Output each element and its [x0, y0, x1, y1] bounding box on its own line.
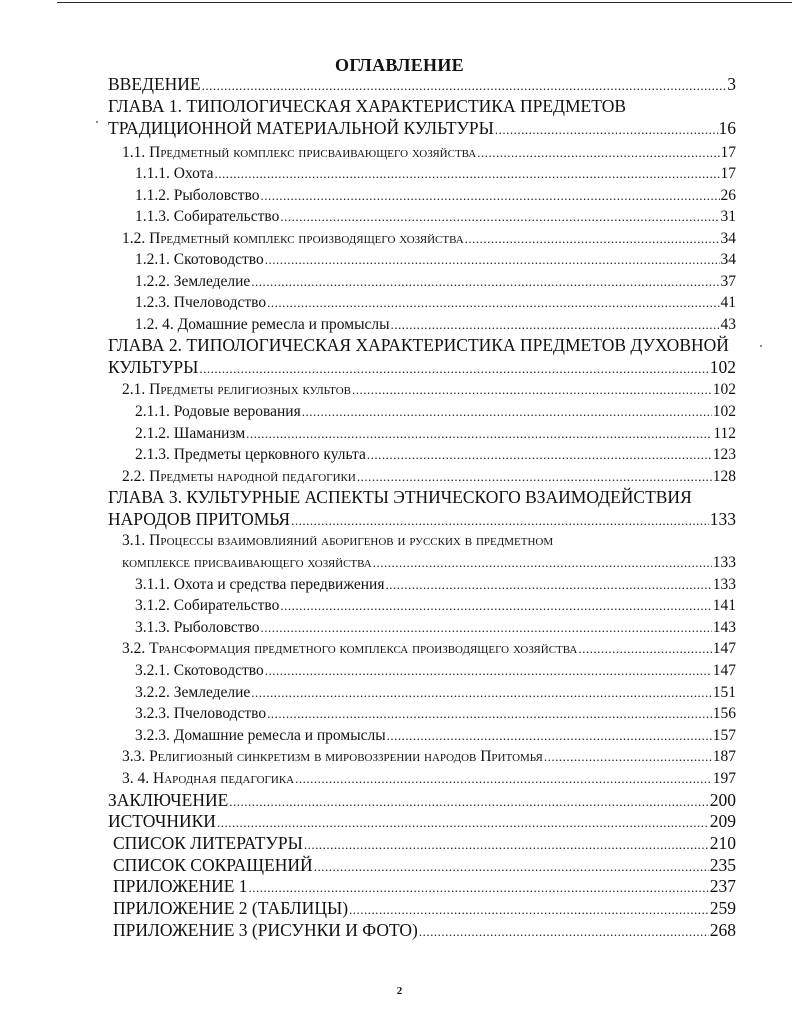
toc-page-number: 41	[720, 294, 736, 311]
toc-page-number: 43	[720, 316, 736, 333]
toc-entry-abbreviations[interactable]	[113, 855, 736, 877]
dot-leader	[495, 118, 718, 140]
dot-leader	[249, 876, 709, 898]
toc-entry-title: 1.2. Предметный комплекс производящего хозяйства	[122, 230, 464, 247]
toc-section-2-2[interactable]	[122, 466, 736, 487]
dot-leader	[304, 833, 709, 855]
dot-leader	[246, 423, 712, 444]
toc-subsection-1-2-4[interactable]	[135, 314, 736, 335]
toc-entry-title: 3.1.1. Охота и средства передвижения	[135, 576, 385, 593]
toc-section-1-1[interactable]	[122, 142, 736, 163]
toc-entry-appendix-3[interactable]	[113, 920, 736, 942]
toc-page-number: 3	[727, 74, 736, 94]
dot-leader	[267, 292, 719, 313]
toc-subsection-1-1-2[interactable]	[135, 185, 736, 206]
toc-entry-title: 2.1.3. Предметы церковного культа	[135, 446, 366, 463]
toc-subsection-3-1-1[interactable]	[135, 574, 736, 595]
toc-page-number: 200	[709, 790, 736, 810]
toc-entry-title: ПРИЛОЖЕНИЕ 2 (ТАБЛИЦЫ)	[113, 898, 349, 918]
toc-entry-title: 1.2.3. Пчеловодство	[135, 294, 267, 311]
toc-page-number: 147	[712, 662, 736, 679]
dot-leader	[265, 249, 720, 270]
toc-chapter-2-line-1[interactable]	[108, 335, 729, 356]
toc-section-3-1-line-1[interactable]	[122, 530, 553, 551]
toc-entry-title: 3.1.3. Рыболовство	[135, 619, 260, 636]
toc-page-number: 235	[709, 855, 736, 875]
toc-entry-title: 3.2.3. Домашние ремесла и промыслы	[135, 727, 386, 744]
toc-page-number: 133	[709, 509, 736, 529]
toc-page-number: 141	[712, 597, 736, 614]
dot-leader	[202, 74, 727, 96]
dot-leader	[391, 314, 720, 335]
toc-entry-introduction[interactable]	[108, 74, 736, 96]
dot-leader	[280, 206, 719, 227]
toc-page-number: 102	[712, 403, 736, 420]
toc-entry-appendix-1[interactable]	[113, 876, 736, 898]
toc-entry-title: 1.1.1. Охота	[135, 165, 214, 182]
toc-chapter-1-line-2[interactable]	[108, 118, 736, 140]
toc-section-1-2[interactable]	[122, 228, 736, 249]
toc-entry-title: 2.1. Предметы религиозных культов	[122, 381, 352, 398]
dot-leader	[385, 574, 711, 595]
toc-subsection-1-1-3[interactable]	[135, 206, 736, 227]
toc-chapter-3-line-1[interactable]	[108, 487, 692, 508]
dot-leader	[217, 811, 709, 833]
toc-subsection-2-1-3[interactable]	[135, 444, 736, 465]
toc-subsection-1-2-3[interactable]	[135, 292, 736, 313]
toc-page-number: 34	[720, 230, 736, 247]
toc-entry-title: комплексе присваивающего хозяйства	[122, 554, 372, 571]
toc-page-number: 187	[712, 748, 736, 765]
toc-entry-title: 1.2. 4. Домашние ремесла и промыслы	[135, 316, 390, 333]
toc-page-number: 17	[720, 144, 736, 161]
toc-section-3-4[interactable]	[122, 768, 736, 789]
dot-leader	[578, 638, 711, 659]
toc-page-number: 31	[720, 208, 736, 225]
toc-page-number: 151	[712, 684, 736, 701]
toc-entry-title: ГЛАВА 3. КУЛЬТУРНЫЕ АСПЕКТЫ ЭТНИЧЕСКОГО ВЗАИМОДЕЙСТВИЯ	[108, 487, 692, 507]
scan-speck	[96, 121, 98, 123]
toc-page-number: 156	[712, 705, 736, 722]
toc-entry-bibliography[interactable]	[113, 833, 736, 855]
toc-entry-title: 3.3. Религиозный синкретизм в мировоззрении народов Притомья	[122, 748, 543, 765]
dot-leader	[352, 379, 712, 400]
toc-entry-title: 3.2.2. Земледелие	[135, 684, 251, 701]
toc-page-number: 209	[709, 811, 736, 831]
toc-page-number: 133	[712, 554, 736, 571]
toc-entry-title: 3.2.3. Пчеловодство	[135, 705, 267, 722]
toc-entry-sources[interactable]	[108, 811, 736, 833]
dot-leader	[261, 185, 720, 206]
toc-subsection-3-2-2[interactable]	[135, 682, 736, 703]
dot-leader	[251, 271, 719, 292]
toc-entry-title: ГЛАВА 2. ТИПОЛОГИЧЕСКАЯ ХАРАКТЕРИСТИКА ПРЕДМЕТОВ ДУХОВНОЙ	[108, 335, 729, 355]
toc-chapter-1-line-1[interactable]	[108, 96, 626, 117]
scan-speck	[760, 345, 762, 347]
dot-leader	[267, 703, 712, 724]
toc-subsection-2-1-1[interactable]	[135, 401, 736, 422]
toc-page-number: 102	[709, 357, 736, 377]
toc-entry-title: 1.1.2. Рыболовство	[135, 187, 260, 204]
toc-section-3-3[interactable]	[122, 746, 736, 767]
dot-leader	[280, 595, 711, 616]
toc-entry-title: 3.2. Трансформация предметного комплекса производящего хозяйства	[122, 640, 578, 657]
toc-entry-title: КУЛЬТУРЫ	[108, 357, 199, 377]
toc-page-number: 17	[720, 165, 736, 182]
toc-entry-conclusion[interactable]	[108, 790, 736, 812]
dot-leader	[199, 357, 708, 379]
toc-page-number: 210	[709, 833, 736, 853]
dot-leader	[261, 617, 712, 638]
toc-subsection-3-1-2[interactable]	[135, 595, 736, 616]
dot-leader	[229, 790, 708, 812]
toc-entry-title: 1.2.2. Земледелие	[135, 273, 251, 290]
toc-subsection-1-1-1[interactable]	[135, 163, 736, 184]
toc-entry-title: 3.1.2. Собирательство	[135, 597, 280, 614]
dot-leader	[215, 163, 720, 184]
toc-entry-title: 2.1.1. Родовые верования	[135, 403, 301, 420]
toc-page-number: 237	[709, 876, 736, 896]
toc-page-number: 268	[709, 920, 736, 940]
toc-entry-title: 1.2.1. Скотоводство	[135, 251, 264, 268]
dot-leader	[295, 768, 712, 789]
toc-page-number: 123	[712, 446, 736, 463]
toc-entry-title: 2.1.2. Шаманизм	[135, 425, 246, 442]
toc-entry-title: ПРИЛОЖЕНИЕ 1	[113, 876, 248, 896]
page-number: 2	[396, 985, 403, 997]
dot-leader	[357, 466, 712, 487]
toc-page-number: 157	[712, 727, 736, 744]
toc-entry-title: ГЛАВА 1. ТИПОЛОГИЧЕСКАЯ ХАРАКТЕРИСТИКА ПРЕДМЕТОВ	[108, 96, 627, 116]
toc-page-number: 128	[712, 468, 736, 485]
dot-leader	[265, 660, 712, 681]
toc-page-number: 259	[709, 898, 736, 918]
toc-entry-title: СПИСОК СОКРАЩЕНИЙ	[113, 855, 313, 875]
toc-page-number: 133	[712, 576, 736, 593]
dot-leader	[291, 509, 709, 531]
toc-entry-title: 2.2. Предметы народной педагогики	[122, 468, 356, 485]
toc-entry-title: СПИСОК ЛИТЕРАТУРЫ	[113, 833, 303, 853]
toc-entry-title: ТРАДИЦИОННОЙ МАТЕРИАЛЬНОЙ КУЛЬТУРЫ	[108, 118, 494, 138]
toc-section-3-2[interactable]	[122, 638, 736, 659]
dot-leader	[477, 142, 719, 163]
toc-entry-title: 3. 4. Народная педагогика	[122, 770, 295, 787]
dot-leader	[367, 444, 712, 465]
toc-subsection-1-2-2[interactable]	[135, 271, 736, 292]
dot-leader	[302, 401, 712, 422]
toc-page-number: 37	[720, 273, 736, 290]
toc-chapter-2-line-2[interactable]	[108, 357, 736, 379]
toc-page-number: 143	[712, 619, 736, 636]
toc-subsection-1-2-1[interactable]	[135, 249, 736, 270]
dot-leader	[387, 725, 712, 746]
toc-entry-title: ИСТОЧНИКИ	[108, 811, 216, 831]
toc-entry-appendix-2[interactable]	[113, 898, 736, 920]
toc-entry-title: 1.1. Предметный комплекс присваивающего хозяйства	[122, 144, 477, 161]
toc-chapter-3-line-2[interactable]	[108, 509, 736, 531]
page-title: ОГЛАВЛЕНИЕ	[335, 55, 464, 75]
toc-subsection-3-2-3[interactable]	[135, 703, 736, 724]
toc-entry-title: ВВЕДЕНИЕ	[108, 74, 201, 94]
toc-entry-title: НАРОДОВ ПРИТОМЬЯ	[108, 509, 291, 529]
dot-leader	[419, 920, 709, 942]
toc-entry-title: ЗАКЛЮЧЕНИЕ	[108, 790, 229, 810]
dot-leader	[544, 746, 712, 767]
toc-subsection-3-2-1[interactable]	[135, 660, 736, 681]
toc-page-number: 34	[720, 251, 736, 268]
toc-subsection-3-1-3[interactable]	[135, 617, 736, 638]
toc-page-number: 197	[712, 770, 736, 787]
toc-entry-title: 1.1.3. Собирательство	[135, 208, 280, 225]
toc-entry-title: ПРИЛОЖЕНИЕ 3 (РИСУНКИ И ФОТО)	[113, 920, 418, 940]
toc-entry-title: 3.2.1. Скотоводство	[135, 662, 264, 679]
toc-section-3-1-line-2[interactable]	[122, 552, 736, 573]
toc-subsection-2-1-2[interactable]	[135, 423, 736, 444]
dot-leader	[251, 682, 711, 703]
toc-subsection-3-2-4[interactable]	[135, 725, 736, 746]
toc-page-number: 16	[718, 118, 736, 138]
dot-leader	[314, 855, 709, 877]
dot-leader	[349, 898, 709, 920]
toc-section-2-1[interactable]	[122, 379, 736, 400]
toc-page-number: 112	[713, 425, 736, 442]
toc-page-number: 102	[712, 381, 736, 398]
top-border-line	[57, 2, 792, 3]
toc-entry-title: 3.1. Процессы взаимовлияний аборигенов и русских в предметном	[122, 532, 554, 549]
toc-page-number: 147	[712, 640, 736, 657]
dot-leader	[373, 552, 712, 573]
dot-leader	[465, 228, 720, 249]
toc-page-number: 26	[720, 187, 736, 204]
